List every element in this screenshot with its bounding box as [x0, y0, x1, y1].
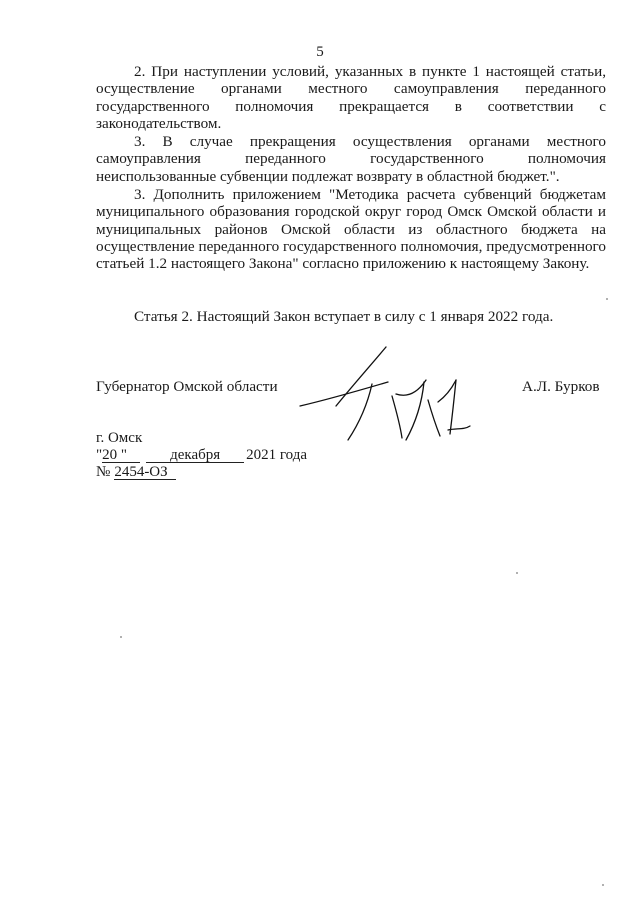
- paragraph-clause-3: 3. В случае прекращения осуществления органами местного самоуправления переданного государственного полномочия неиспользованные субвенции подлежат возврату в областной бюджет.".: [96, 133, 606, 185]
- handwritten-signature-icon: [296, 344, 486, 444]
- page-number: 5: [316, 44, 324, 60]
- date-year: 2021 года: [246, 447, 308, 463]
- date-day: 20 ": [102, 448, 140, 463]
- scan-speck: [606, 298, 608, 300]
- article-2-text: Статья 2. Настоящий Закон вступает в силу с 1 января 2022 года.: [134, 308, 554, 325]
- paragraph-amendment-3: 3. Дополнить приложением "Методика расчета субвенций бюджетам муниципального образования городской округ город Омск Омской области и муниципальных районов Омской области из областного бюджета на осуществление переданного государственного полномочия, предусмотренного статьей 1.2 настоящего Закона" согласно приложению к настоящему Закону.: [96, 186, 606, 273]
- governor-title: Губернатор Омской области: [96, 378, 278, 395]
- date-quote: ": [96, 447, 103, 463]
- scan-speck: [120, 636, 122, 638]
- law-number: 2454-ОЗ: [114, 465, 176, 480]
- city-line: г. Омск: [96, 430, 143, 446]
- scan-speck: [602, 884, 604, 886]
- law-number-line: [96, 464, 176, 481]
- paragraph-clause-2: 2. При наступлении условий, указанных в пункте 1 настоящей статьи, осуществление органами местного самоуправления переданного государственного полномочия прекращается в соответствии с законодательством.: [96, 63, 606, 132]
- date-month: декабря: [146, 448, 244, 463]
- scan-speck: [516, 572, 518, 574]
- governor-name: А.Л. Бурков: [522, 378, 600, 395]
- number-sign: №: [96, 464, 111, 480]
- date-line: [96, 447, 307, 464]
